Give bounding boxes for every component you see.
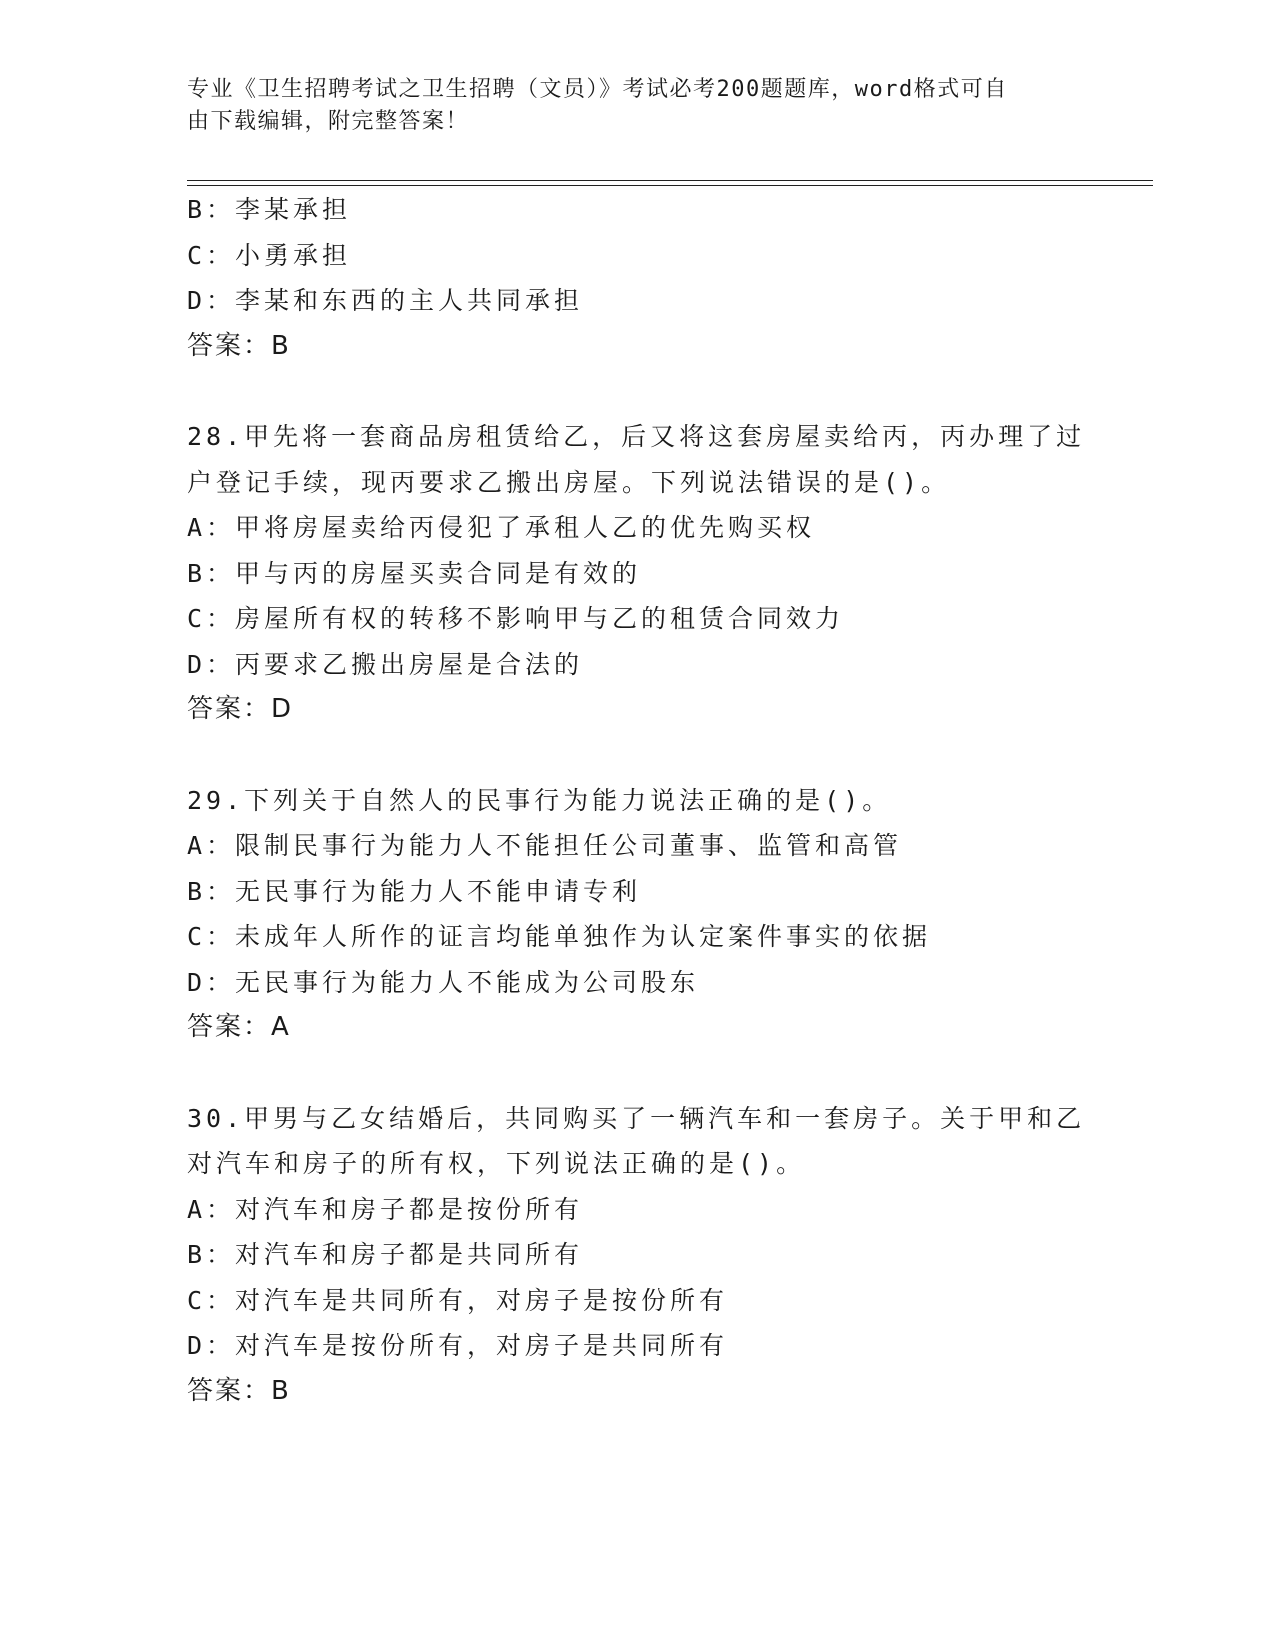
option-a: A：甲将房屋卖给丙侵犯了承租人乙的优先购买权: [187, 513, 816, 542]
option-c: C：对汽车是共同所有，对房子是按份所有: [187, 1285, 729, 1315]
answer-line: 答案：D: [187, 694, 294, 724]
option-c: C：未成年人所作的证言均能单独作为认定案件事实的依据: [187, 922, 932, 951]
option-b: B：甲与丙的房屋买卖合同是有效的: [187, 558, 642, 588]
option-d: D：无民事行为能力人不能成为公司股东: [187, 967, 700, 997]
question-28: [187, 414, 1087, 733]
option-b: B：对汽车和房子都是共同所有: [187, 1240, 584, 1269]
option-a: A：对汽车和房子都是按份所有: [187, 1194, 584, 1224]
option-d: D：李某和东西的主人共同承担: [187, 286, 584, 315]
page-header: [187, 74, 1067, 138]
question-text-line-2: 户登记手续，现丙要求乙搬出房屋。下列说法错误的是()。: [187, 467, 951, 497]
header-line-1: 专业《卫生招聘考试之卫生招聘（文员）》考试必考200题题库，word格式可自: [187, 77, 1008, 102]
option-b: B：无民事行为能力人不能申请专利: [187, 876, 642, 906]
question-text-line-1: 30.甲男与乙女结婚后，共同购买了一辆汽车和一套房子。关于甲和乙: [187, 1103, 1086, 1133]
question-text-line-1: 29.下列关于自然人的民事行为能力说法正确的是()。: [187, 785, 892, 815]
option-d: D：对汽车是按份所有，对房子是共同所有: [187, 1331, 729, 1360]
option-d: D：丙要求乙搬出房屋是合法的: [187, 649, 584, 679]
question-27: [187, 187, 1087, 369]
answer-line: 答案：A: [187, 1012, 291, 1042]
question-30: [187, 1096, 1087, 1415]
spacer: [187, 1051, 1087, 1096]
question-text-line-2: 对汽车和房子的所有权，下列说法正确的是()。: [187, 1149, 806, 1178]
answer-line: 答案：B: [187, 330, 291, 361]
spacer: [187, 733, 1087, 778]
header-divider-bottom: [187, 185, 1153, 186]
spacer: [187, 369, 1087, 414]
question-list: [187, 187, 1087, 1414]
option-c: C：房屋所有权的转移不影响甲与乙的租赁合同效力: [187, 604, 845, 633]
header-line-2: 由下载编辑，附完整答案！: [187, 109, 470, 134]
question-text-line-1: 28.甲先将一套商品房租赁给乙，后又将这套房屋卖给丙，丙办理了过: [187, 422, 1086, 451]
answer-line: 答案：B: [187, 1375, 291, 1406]
option-b: B：李某承担: [187, 195, 352, 224]
option-a: A：限制民事行为能力人不能担任公司董事、监管和高管: [187, 831, 903, 860]
header-divider-top: [187, 180, 1153, 181]
option-c: C：小勇承担: [187, 240, 352, 270]
question-29: [187, 778, 1087, 1051]
